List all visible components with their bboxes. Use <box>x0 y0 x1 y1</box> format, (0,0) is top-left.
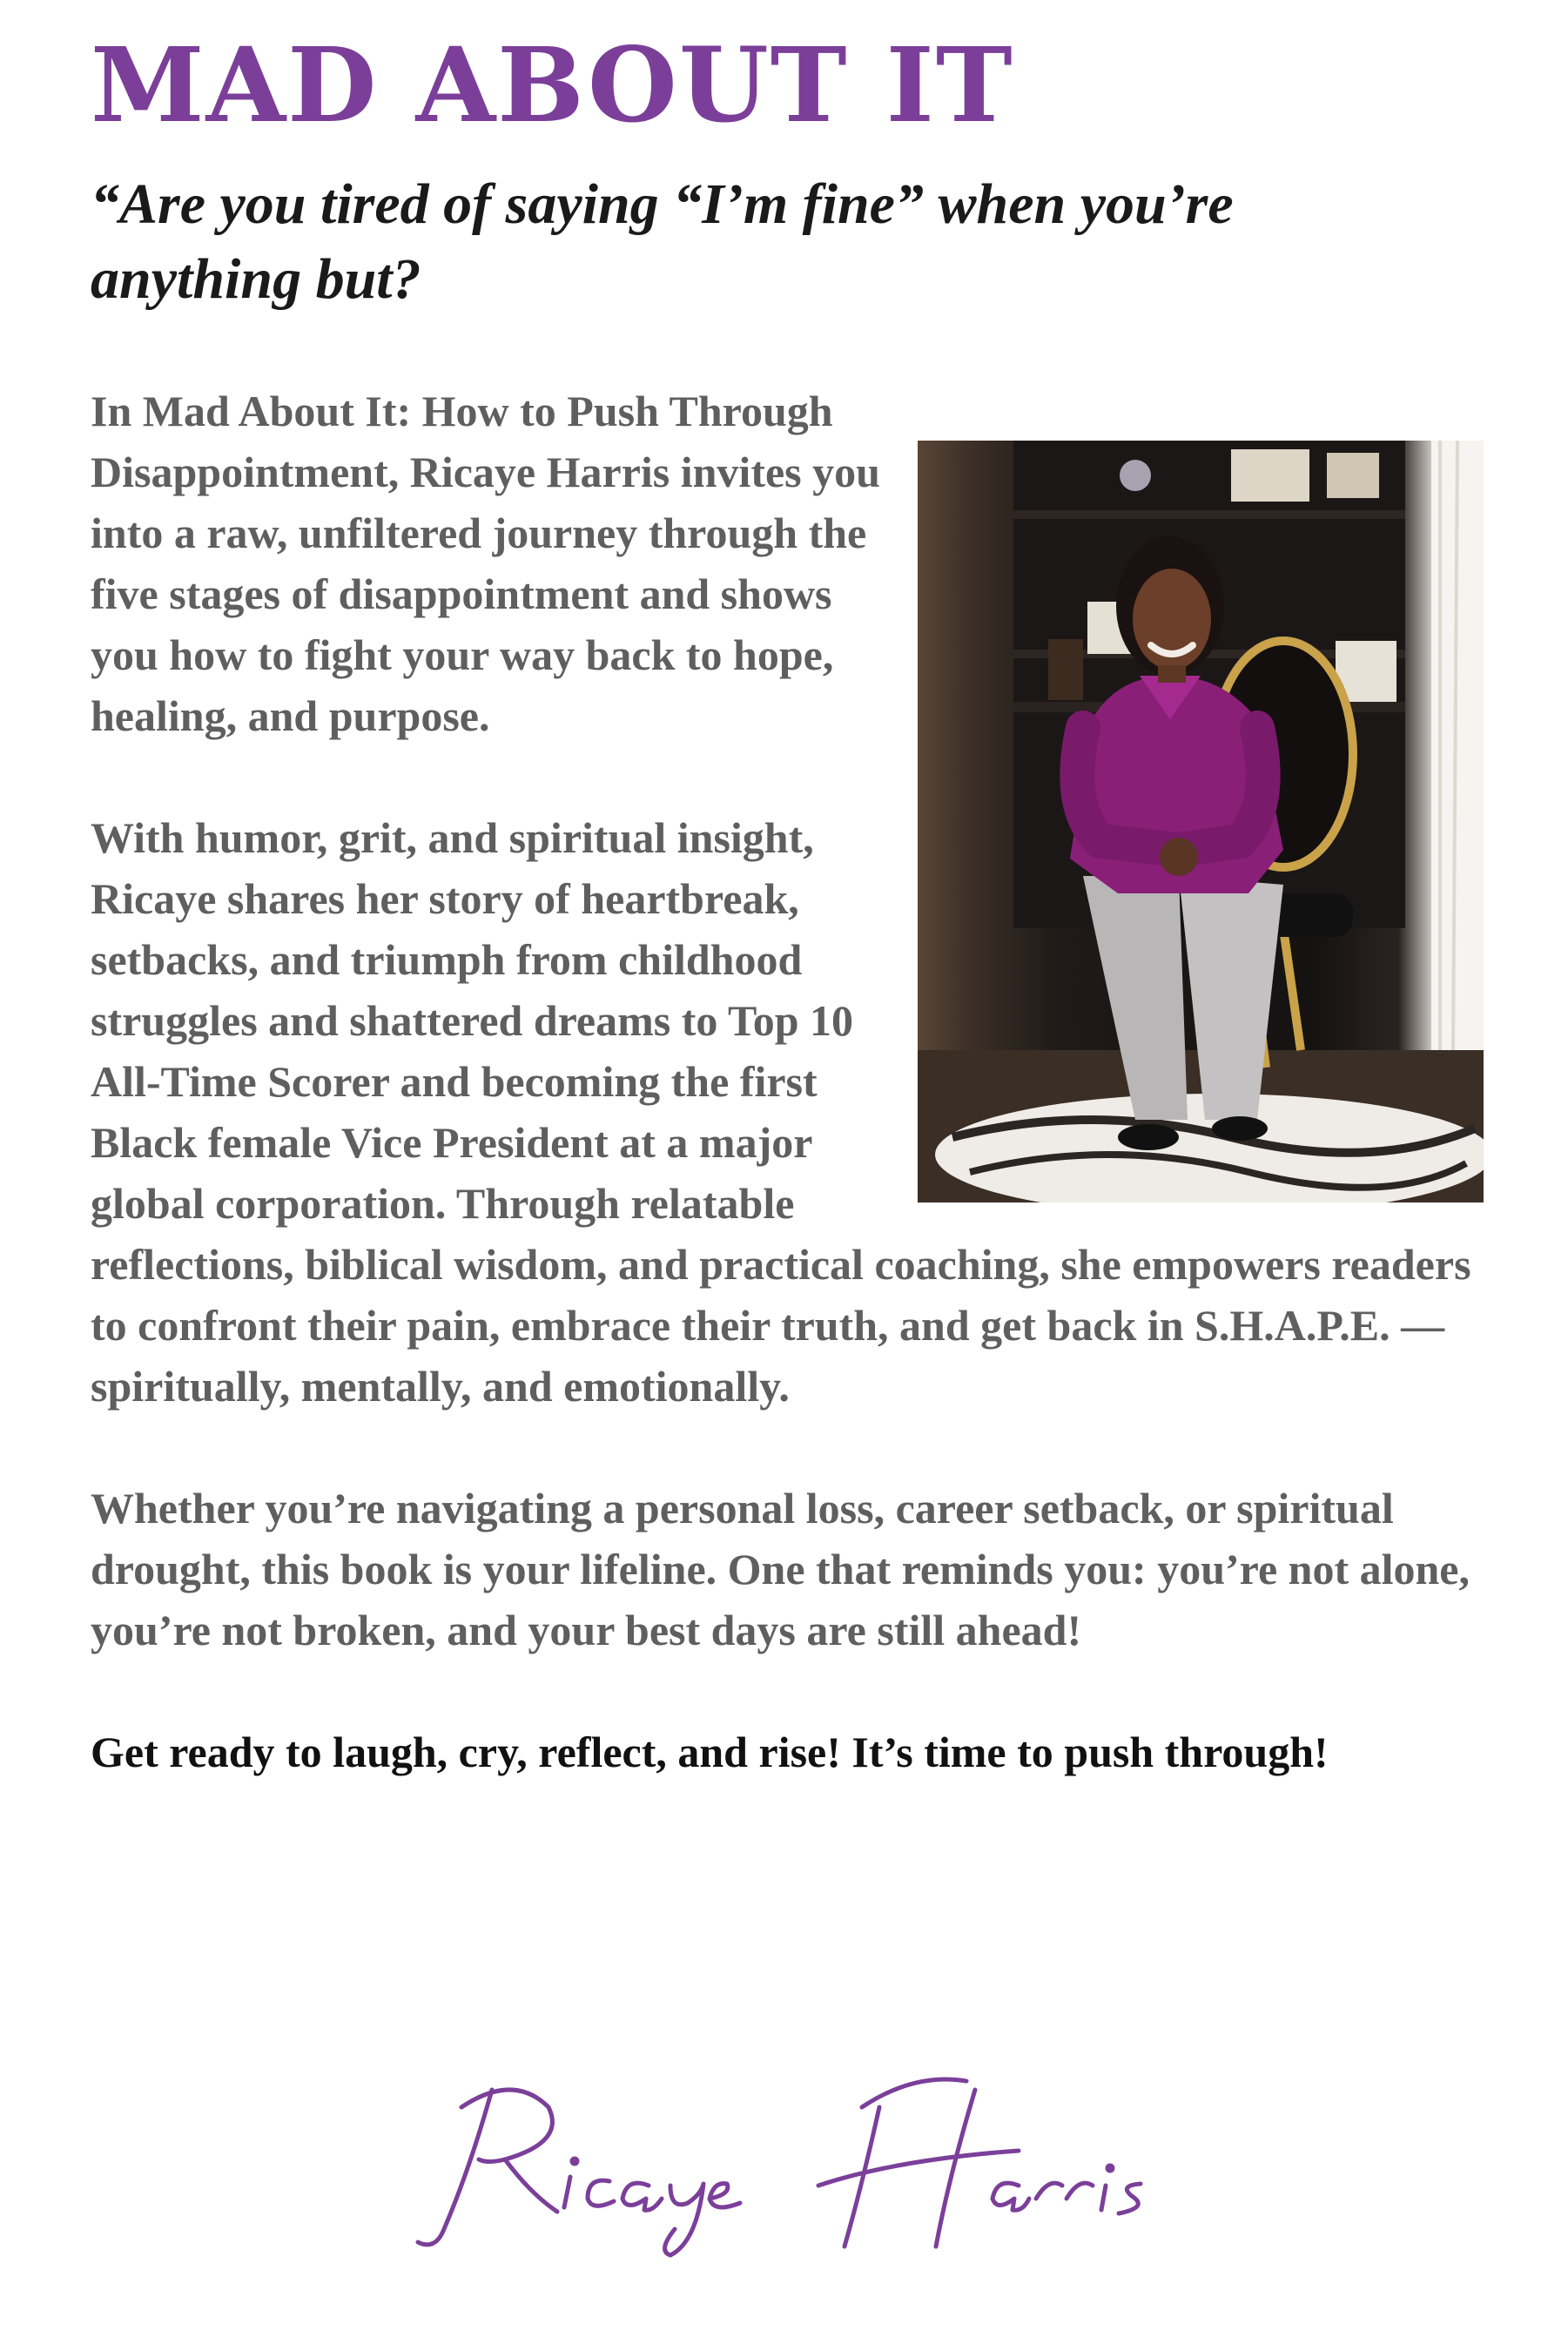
author-signature <box>409 2055 1193 2264</box>
paragraph-story: With humor, grit, and spiritual insight, Ricaye shares her story of heartbreak, setbacks, and triumph from childhood struggles and shattered dreams to Top 10 All-Time Scorer and becoming the first Black female Vice President at a major global corporation. Through relatable reflections, biblical wisdom, and practical coaching, she empowers readers to confront their pain, embrace their truth, and get back in S.H.A.P.E. — spiritually, mentally, and emotionally. <box>91 813 1471 1411</box>
description <box>91 381 1484 1843</box>
page-title: MAD ABOUT IT <box>91 24 1014 145</box>
closing-call-to-action: Get ready to laugh, cry, reflect, and rise! It’s time to push through! <box>91 1728 1329 1776</box>
tagline: “Are you tired of saying “I’m fine” when you’re anything but? <box>91 172 1234 311</box>
signature-icon <box>409 2055 1193 2264</box>
paragraph-lifeline: Whether you’re navigating a personal loss, career setback, or spiritual drought, this book is your lifeline. One that reminds you: you’re not alone, you’re not broken, and your best days are still ahead! <box>91 1484 1470 1654</box>
author-portrait <box>918 441 1484 1202</box>
paragraph-intro: In Mad About It: How to Push Through Disappointment, Ricaye Harris invites you into a raw, unfiltered journey through the five stages of disappointment and shows you how to fight your way back to hope, healing, and purpose. <box>91 387 880 740</box>
author-portrait-icon <box>918 441 1484 1202</box>
